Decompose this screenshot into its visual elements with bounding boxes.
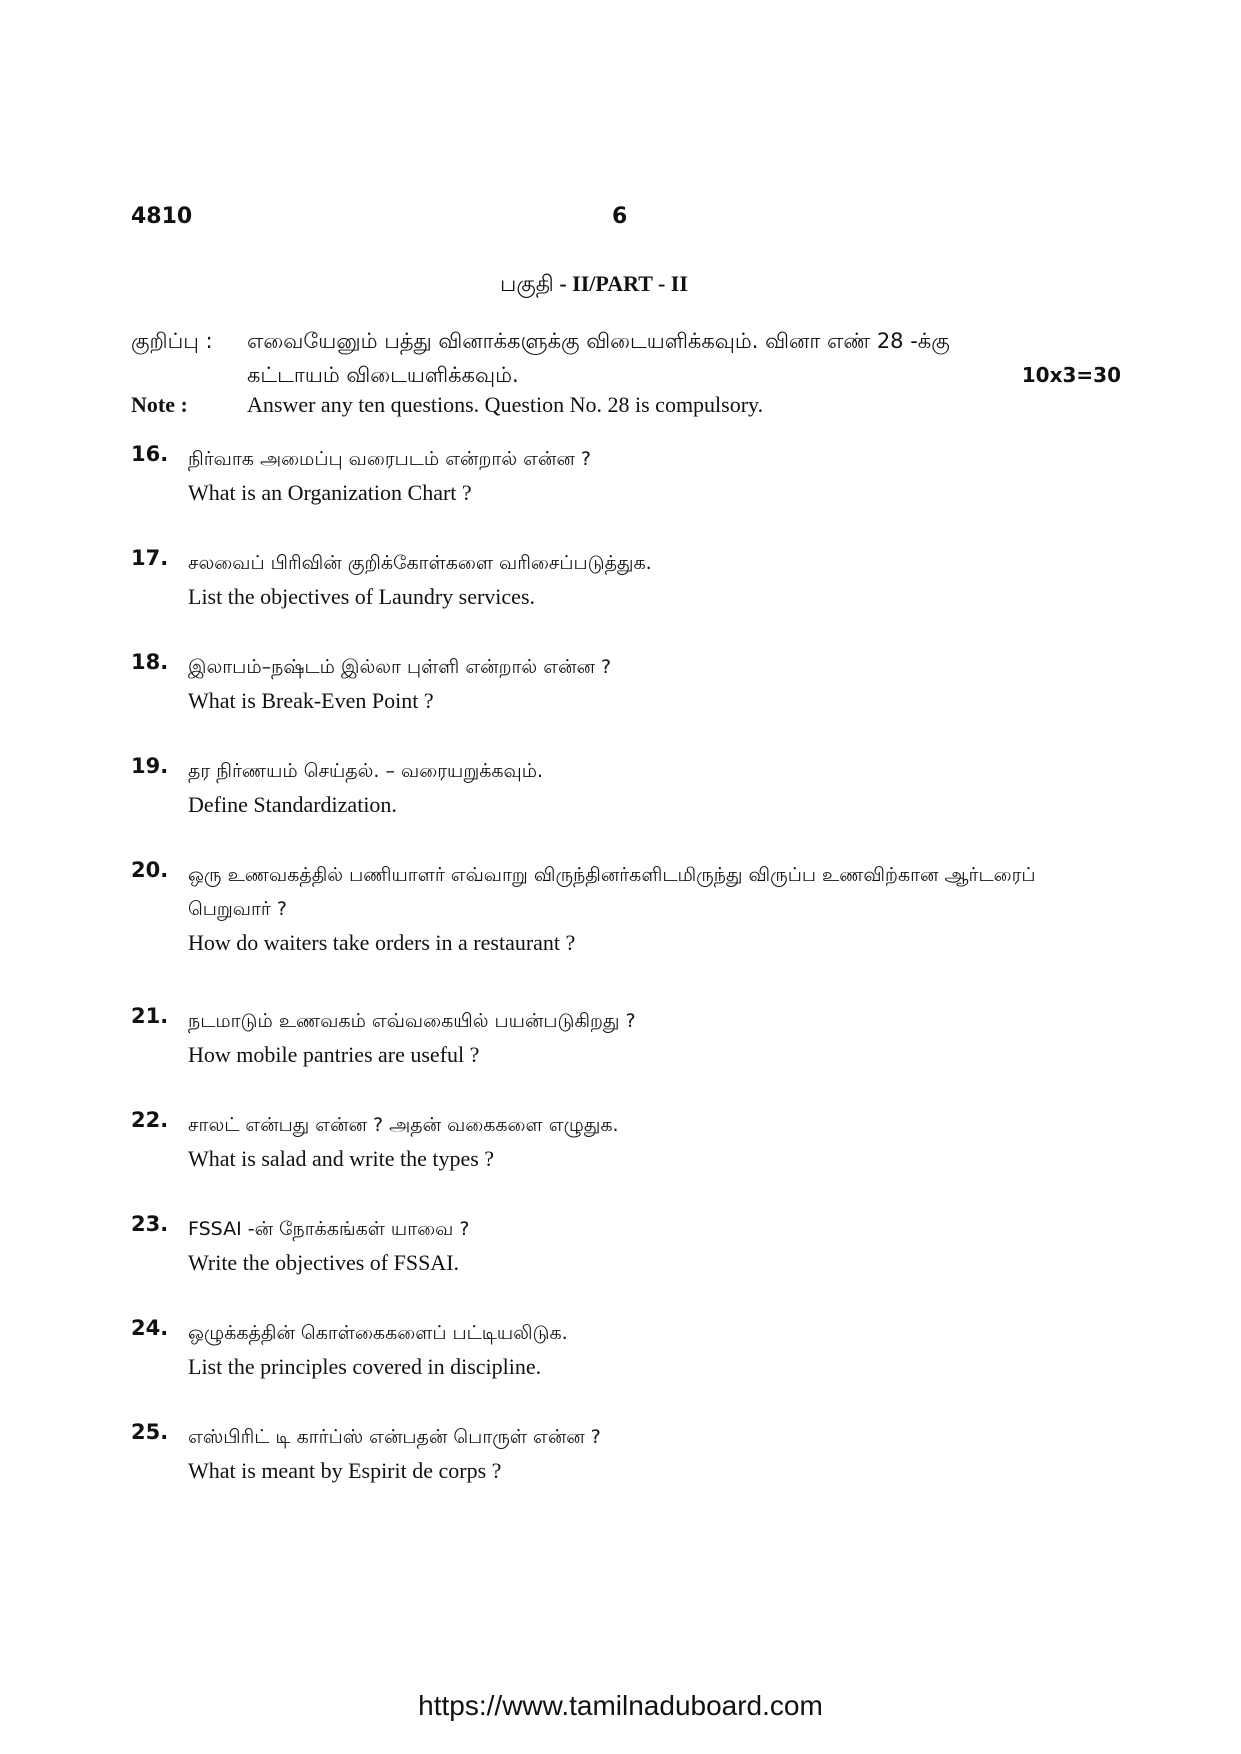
question-item	[131, 650, 1091, 718]
question-tamil: சலவைப் பிரிவின் குறிக்கோள்களை வரிசைப்படுத்துக.	[188, 552, 652, 574]
question-number: 24.	[131, 1316, 169, 1340]
question-number: 18.	[131, 650, 169, 674]
tamil-note-line2: கட்டாயம் விடையளிக்கவும்.	[247, 363, 519, 387]
question-number: 16.	[131, 442, 169, 466]
question-tamil: ஒரு உணவகத்தில் பணியாளர் எவ்வாறு விருந்தினர்களிடமிருந்து விருப்ப உணவிற்கான ஆர்டரைப் பெறுவார் ?	[188, 864, 1036, 920]
question-english: What is salad and write the types ?	[188, 1146, 495, 1171]
question-number: 21.	[131, 1004, 169, 1028]
question-tamil: நடமாடும் உணவகம் எவ்வகையில் பயன்படுகிறது ?	[188, 1010, 636, 1032]
question-english: What is Break-Even Point ?	[188, 688, 434, 713]
question-english: How mobile pantries are useful ?	[188, 1042, 480, 1067]
section-title-tamil: பகுதி	[500, 272, 554, 297]
question-item	[131, 1108, 1091, 1176]
tamil-instruction	[131, 324, 1121, 392]
question-item	[131, 1004, 1091, 1072]
question-tamil: தர நிர்ணயம் செய்தல். – வரையறுக்கவும்.	[188, 760, 544, 782]
question-number: 19.	[131, 754, 169, 778]
question-number: 20.	[131, 858, 169, 882]
page-number: 6	[612, 204, 628, 229]
question-number: 23.	[131, 1212, 169, 1236]
question-item	[131, 1420, 1091, 1488]
question-tamil: நிர்வாக அமைப்பு வரைபடம் என்றால் என்ன ?	[188, 448, 591, 470]
question-item	[131, 1316, 1091, 1384]
english-instruction	[131, 392, 763, 418]
section-title	[500, 271, 688, 300]
english-note-text: Answer any ten questions. Question No. 28 is compulsory.	[247, 392, 764, 417]
question-list	[131, 442, 1091, 1488]
question-tamil: எஸ்பிரிட் டி கார்ப்ஸ் என்பதன் பொருள் என்ன ?	[188, 1426, 601, 1448]
section-title-english: - II/PART - II	[553, 271, 688, 296]
question-number: 25.	[131, 1420, 169, 1444]
question-item	[131, 546, 1091, 614]
question-english: What is an Organization Chart ?	[188, 480, 472, 505]
footer-url[interactable]: https://www.tamilnaduboard.com	[418, 1690, 823, 1721]
tamil-note-line1: எவையேனும் பத்து வினாக்களுக்கு விடையளிக்கவும். வினா எண் 28 -க்கு	[247, 329, 950, 353]
question-item	[131, 442, 1091, 510]
question-tamil: FSSAI -ன் நோக்கங்கள் யாவை ?	[188, 1218, 470, 1240]
question-tamil: ஒழுக்கத்தின் கொள்கைகளைப் பட்டியலிடுக.	[188, 1322, 568, 1344]
paper-code: 4810	[131, 204, 193, 229]
question-english: How do waiters take orders in a restaurant ?	[188, 930, 576, 955]
question-english: List the principles covered in discipline.	[188, 1354, 542, 1379]
marks-allocation: 10x3=30	[1021, 363, 1121, 387]
question-item	[131, 1212, 1091, 1280]
question-tamil: இலாபம்–நஷ்டம் இல்லா புள்ளி என்றால் என்ன ?	[188, 656, 612, 678]
question-item	[131, 858, 1091, 960]
question-tamil: சாலட் என்பது என்ன ? அதன் வகைகளை எழுதுக.	[188, 1114, 619, 1136]
question-english: Define Standardization.	[188, 792, 397, 817]
question-english: What is meant by Espirit de corps ?	[188, 1458, 502, 1483]
question-english: List the objectives of Laundry services.	[188, 584, 536, 609]
english-note-label: Note :	[131, 392, 188, 417]
question-item	[131, 754, 1091, 822]
question-number: 17.	[131, 546, 169, 570]
question-number: 22.	[131, 1108, 169, 1132]
tamil-note-label: குறிப்பு :	[131, 329, 213, 353]
question-english: Write the objectives of FSSAI.	[188, 1250, 460, 1275]
